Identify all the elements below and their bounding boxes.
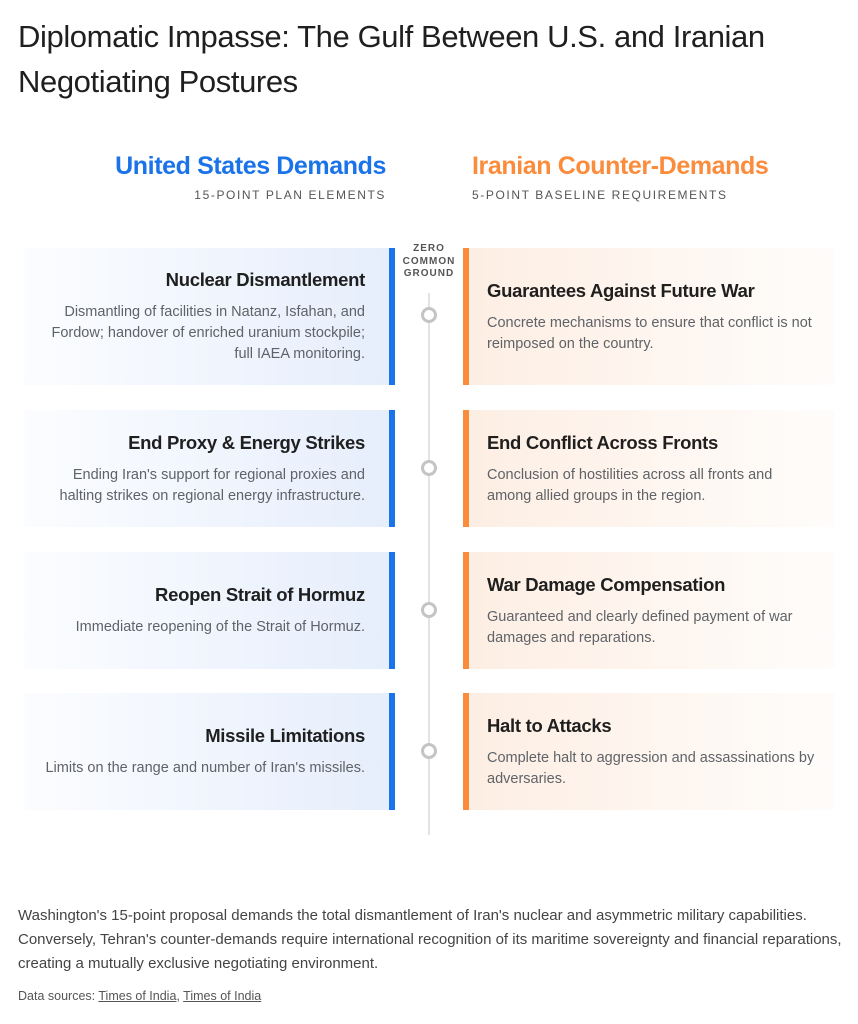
iran-column-header: [472, 150, 768, 202]
us-column-header: [115, 150, 386, 202]
iran-subheading: 5-POINT BASELINE REQUIREMENTS: [472, 188, 728, 202]
iran-demand-card: [463, 410, 835, 527]
iran-demand-title: Guarantees Against Future War: [487, 279, 755, 301]
zero-common-ground-label: ZERO COMMON GROUND: [402, 243, 456, 279]
iran-demand-title: Halt to Attacks: [487, 714, 612, 736]
us-demand-description: Immediate reopening of the Strait of Hormuz.: [75, 619, 365, 635]
timeline-node-icon: [421, 307, 437, 323]
us-subheading: 15-POINT PLAN ELEMENTS: [194, 188, 386, 202]
iran-heading: Iranian Counter-Demands: [472, 152, 769, 180]
iran-demand-card: [463, 693, 835, 810]
timeline-node-icon: [421, 602, 437, 618]
us-demand-title: Missile Limitations: [205, 725, 365, 746]
us-demand-description: Ending Iran's support for regional proxies and halting strikes on regional energy infrastructure.: [59, 466, 365, 504]
us-demand-card: [24, 552, 395, 669]
us-heading: United States Demands: [115, 152, 386, 180]
iran-demand-description: Complete halt to aggression and assassinations by adversaries.: [487, 749, 815, 787]
us-demand-card: [24, 693, 395, 810]
us-demand-title: End Proxy & Energy Strikes: [128, 431, 365, 453]
iran-demand-description: Conclusion of hostilities across all fronts and among allied groups in the region.: [487, 466, 773, 504]
iran-demand-description: Concrete mechanisms to ensure that conflict is not reimposed on the country.: [487, 314, 812, 352]
source-link[interactable]: Times of India: [98, 989, 177, 1003]
page-title: Diplomatic Impasse: The Gulf Between U.S. and Iranian Negotiating Postures: [18, 19, 765, 99]
sources-label: Data sources:: [18, 989, 99, 1003]
timeline-node-icon: [421, 743, 437, 759]
source-link[interactable]: Times of India: [183, 989, 262, 1003]
iran-demand-title: War Damage Compensation: [487, 573, 726, 595]
iran-demand-card: [463, 248, 835, 385]
iran-demand-description: Guaranteed and clearly defined payment of war damages and reparations.: [487, 608, 793, 646]
us-demand-card: [24, 410, 395, 527]
data-sources: [18, 989, 261, 1003]
us-demand-card: [24, 248, 395, 385]
sources-separator: ,: [176, 989, 184, 1003]
us-demand-description: Limits on the range and number of Iran's missiles.: [45, 760, 365, 776]
us-demand-description: Dismantling of facilities in Natanz, Isfahan, and Fordow; handover of enriched uranium stockpile; full IAEA monitoring.: [51, 304, 365, 362]
us-demand-title: Reopen Strait of Hormuz: [155, 584, 365, 605]
timeline-node-icon: [421, 460, 437, 476]
iran-demand-title: End Conflict Across Fronts: [487, 431, 719, 453]
iran-demand-card: [463, 552, 835, 669]
us-demand-title: Nuclear Dismantlement: [165, 269, 365, 290]
summary-text: Washington's 15-point proposal demands the total dismantlement of Iran's nuclear and asymmetric military capabilities. Conversely, Tehran's counter-demands require international recognition of its maritime sovereignty and financial reparations, creating a mutually exclusive negotiating environment.: [18, 907, 842, 972]
